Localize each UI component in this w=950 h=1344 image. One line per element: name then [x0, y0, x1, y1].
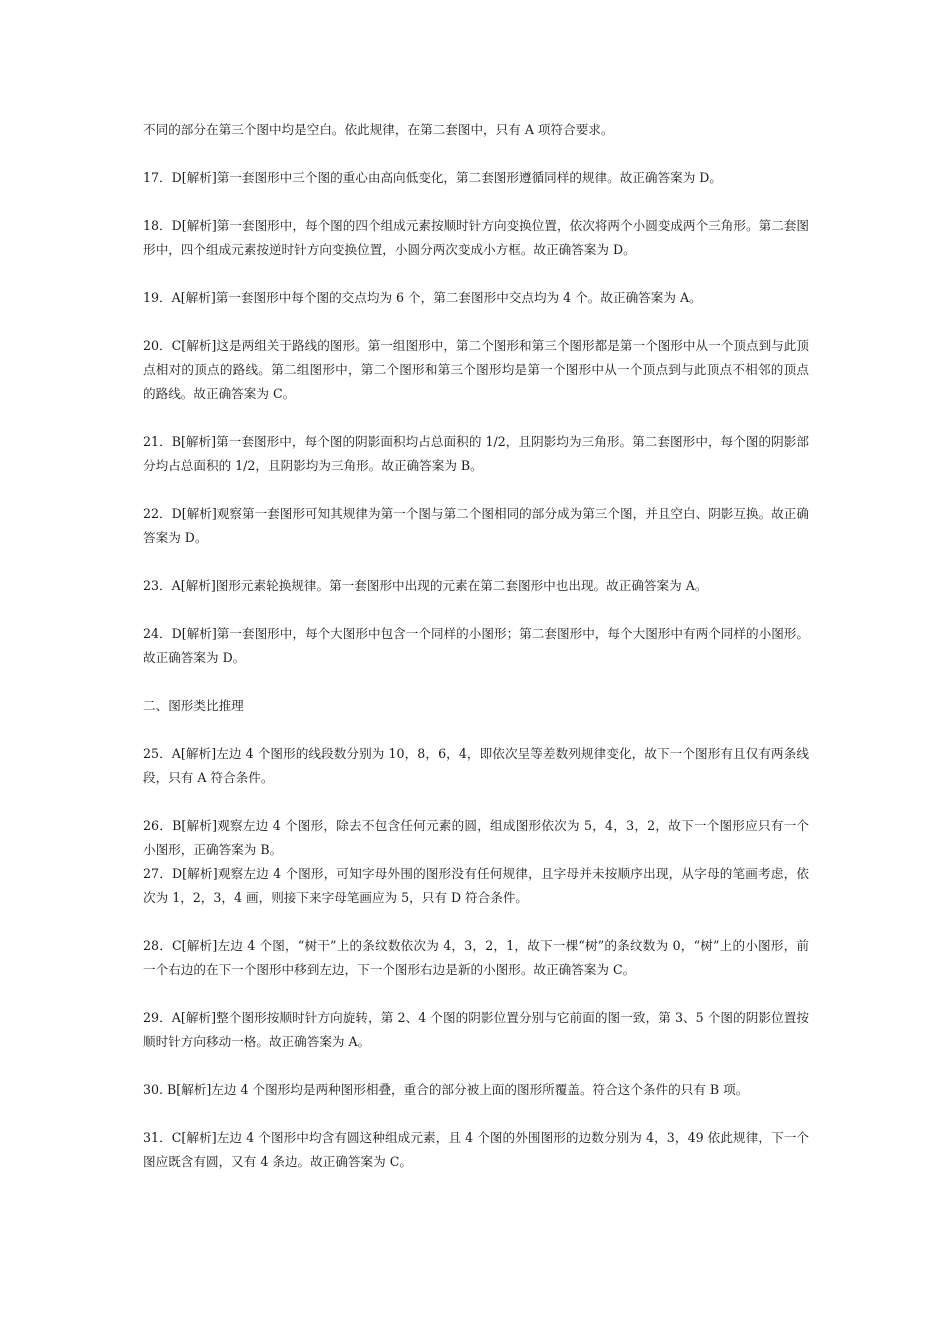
answer-20: 20．C[解析]这是两组关于路线的图形。第一组图形中，第二个图形和第三个图形都是第一个图形中从一个顶点到与此顶点相对的顶点的路线。第二组图形中，第二个图形和第三个图形均是第一个图形中从一个顶点到与此顶点不相邻的顶点的路线。故正确答案为 C。 — [143, 338, 809, 401]
answer-31: 31．C[解析]左边 4 个图形中均含有圆这种组成元素，且 4 个图的外围图形的边数分别为 4，3，49 依此规律，下一个图应既含有圆，又有 4 条边。故正确答案为 C。 — [143, 1130, 809, 1169]
section-heading: 二、图形类比推理 — [143, 698, 244, 713]
answer-22: 22．D[解析]观察第一套图形可知其规律为第一个图与第二个图相同的部分成为第三个图，并且空白、阴影互换。故正确答案为 D。 — [143, 506, 809, 545]
answer-18: 18．D[解析]第一套图形中，每个图的四个组成元素按顺时针方向变换位置，依次将两个小圆变成两个三角形。第二套图形中，四个组成元素按逆时针方向变换位置，小圆分两次变成小方框。故正确答案为 D。 — [143, 218, 809, 257]
answer-29: 29．A[解析]整个图形按顺时针方向旋转，第 2、4 个图的阴影位置分别与它前面的图一致，第 3、5 个图的阴影位置按顺时针方向移动一格。故正确答案为 A。 — [143, 1010, 809, 1049]
answer-30: 30. B[解析]左边 4 个图形均是两种图形相叠，重合的部分被上面的图形所覆盖。符合这个条件的只有 B 项。 — [143, 1082, 749, 1097]
document-body — [143, 118, 809, 1174]
answer-21: 21．B[解析]第一套图形中，每个图的阴影面积均占总面积的 1/2，且阴影均为三角形。第二套图形中，每个图的阴影部分均占总面积的 1/2，且阴影均为三角形。故正确答案为 B。 — [143, 434, 809, 473]
paragraph-continuation: 不同的部分在第三个图中均是空白。依此规律，在第二套图中，只有 A 项符合要求。 — [143, 122, 614, 137]
answer-23: 23．A[解析]图形元素轮换规律。第一套图形中出现的元素在第二套图形中也出现。故正确答案为 A。 — [143, 578, 708, 593]
answer-28: 28．C[解析]左边 4 个图，“树干”上的条纹数依次为 4，3，2，1，故下一棵“树”的条纹数为 0，“树”上的小图形，前一个右边的在下一个图形中移到左边，下一个图形右边是新的小图形。故正确答案为 C。 — [143, 938, 809, 977]
answer-25: 25．A[解析]左边 4 个图形的线段数分别为 10，8，6，4，即依次呈等差数列规律变化，故下一个图形有且仅有两条线段，只有 A 符合条件。 — [143, 746, 809, 785]
answer-17: 17．D[解析]第一套图形中三个图的重心由高向低变化，第二套图形遵循同样的规律。故正确答案为 D。 — [143, 170, 722, 185]
answer-27: 27．D[解析]观察左边 4 个图形，可知字母外围的图形没有任何规律，且字母并未按顺序出现，从字母的笔画考虑，依次为 1，2，3，4 画，则接下来字母笔画应为 5，只有 D 符合条件。 — [143, 866, 809, 905]
answer-19: 19．A[解析]第一套图形中每个图的交点均为 6 个，第二套图形中交点均为 4 个。故正确答案为 A。 — [143, 290, 702, 305]
answer-26: 26．B[解析]观察左边 4 个图形，除去不包含任何元素的圆，组成图形依次为 5，4，3，2，故下一个图形应只有一个小图形，正确答案为 B。 — [143, 818, 809, 857]
answer-24: 24．D[解析]第一套图形中，每个大图形中包含一个同样的小图形；第二套图形中，每个大图形中有两个同样的小图形。故正确答案为 D。 — [143, 626, 809, 665]
